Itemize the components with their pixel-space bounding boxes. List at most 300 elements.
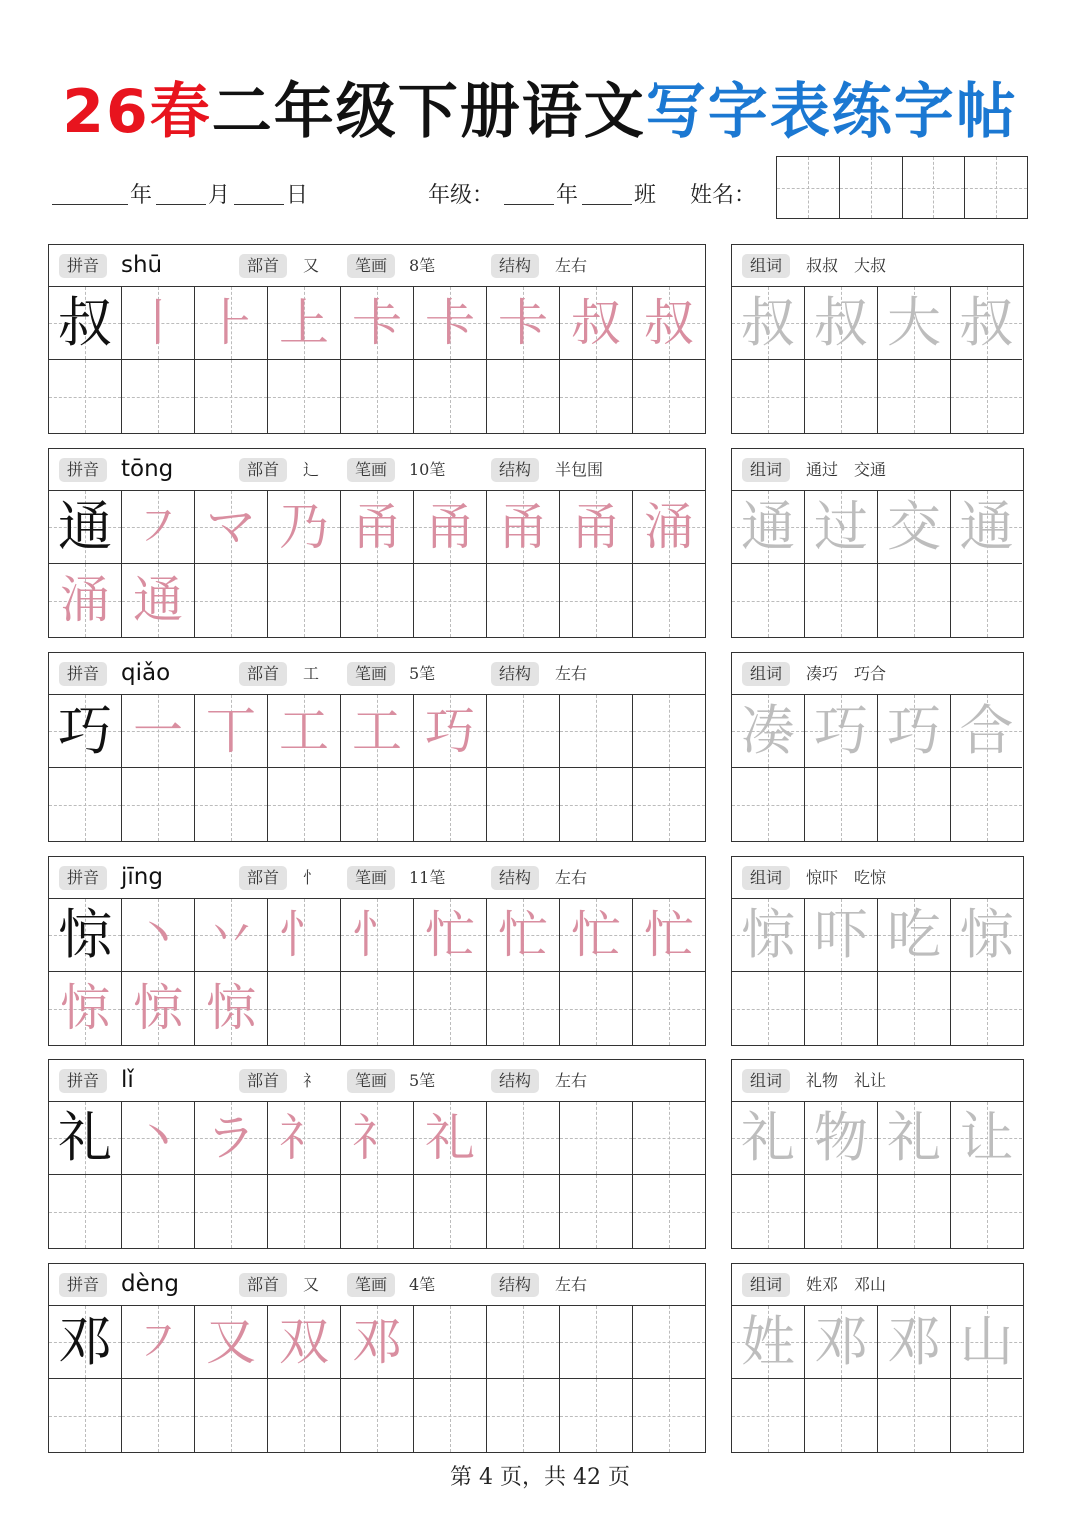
words-value: 叔叔 大叔 [806, 256, 887, 275]
trace-character: 叔 [741, 291, 795, 354]
writing-cell[interactable] [633, 491, 705, 564]
grade-label: 年级： [428, 183, 495, 208]
writing-cell[interactable] [414, 1306, 487, 1379]
stroke-step: 丅 [206, 702, 256, 760]
writing-cell[interactable] [195, 491, 268, 564]
writing-cell[interactable] [878, 768, 951, 841]
writing-cell[interactable] [633, 1175, 705, 1248]
writing-cell[interactable] [951, 768, 1022, 841]
radical-tag: 部首 [239, 1069, 287, 1093]
writing-cell[interactable] [487, 1306, 560, 1379]
strokes-value: 10笔 [409, 460, 446, 479]
writing-cell[interactable] [195, 287, 268, 360]
stroke-step: 涌 [60, 571, 110, 629]
writing-cell[interactable] [268, 491, 341, 564]
writing-cell[interactable] [122, 695, 195, 768]
char-card [48, 244, 706, 434]
writing-cell[interactable] [878, 972, 951, 1045]
writing-cell[interactable] [195, 1306, 268, 1379]
writing-cell[interactable] [732, 1379, 805, 1452]
writing-cell[interactable] [805, 1175, 878, 1248]
trace-character: 叔 [959, 291, 1014, 354]
writing-cell[interactable] [805, 564, 878, 637]
writing-cell[interactable] [341, 287, 414, 360]
writing-cell[interactable] [487, 287, 560, 360]
writing-cell[interactable] [414, 491, 487, 564]
strokes-tag: 笔画 [347, 866, 395, 890]
writing-cell[interactable] [633, 695, 705, 768]
writing-cell[interactable] [805, 899, 878, 972]
writing-cell[interactable] [414, 972, 487, 1045]
name-label: 姓名： [690, 183, 757, 208]
writing-cell[interactable] [878, 287, 951, 360]
writing-cell[interactable] [805, 972, 878, 1045]
day-blank[interactable] [234, 204, 284, 205]
stroke-step: 甬 [571, 498, 621, 556]
stroke-step: 忄 [279, 906, 329, 964]
writing-cell[interactable] [805, 491, 878, 564]
name-box[interactable] [840, 157, 903, 218]
writing-cell[interactable] [560, 695, 633, 768]
stroke-step: 巧 [425, 702, 475, 760]
card-header [732, 1264, 1023, 1306]
writing-grid [49, 899, 705, 1045]
name-boxes[interactable] [776, 156, 1028, 219]
trace-character: 吃 [887, 903, 941, 966]
structure-tag: 结构 [491, 662, 539, 686]
writing-cell[interactable] [414, 899, 487, 972]
writing-cell[interactable] [341, 899, 414, 972]
structure-tag: 结构 [491, 1273, 539, 1297]
pinyin-tag: 拼音 [59, 662, 107, 686]
writing-cell[interactable] [268, 768, 341, 841]
writing-cell[interactable] [49, 972, 122, 1045]
writing-cell[interactable] [414, 1175, 487, 1248]
writing-cell[interactable] [49, 899, 122, 972]
stroke-step: 丶 [133, 906, 183, 964]
writing-cell[interactable] [414, 564, 487, 637]
stroke-step: 卡 [425, 294, 475, 352]
structure-value: 半包围 [555, 460, 604, 479]
writing-cell[interactable] [732, 287, 805, 360]
writing-cell[interactable] [732, 695, 805, 768]
radical-value: 忄 [303, 868, 320, 887]
card-header [49, 653, 705, 695]
words-grid [732, 1102, 1023, 1248]
writing-grid [49, 695, 705, 841]
writing-cell[interactable] [195, 1175, 268, 1248]
stroke-step: 丨 [133, 294, 183, 352]
writing-cell[interactable] [732, 1175, 805, 1248]
words-grid [732, 491, 1023, 637]
radical-tag: 部首 [239, 866, 287, 890]
writing-cell[interactable] [878, 1306, 951, 1379]
stroke-step: 丶 [133, 1109, 183, 1167]
name-box[interactable] [777, 157, 840, 218]
writing-cell[interactable] [195, 899, 268, 972]
writing-cell[interactable] [122, 1306, 195, 1379]
writing-cell[interactable] [487, 491, 560, 564]
writing-cell[interactable] [268, 1306, 341, 1379]
writing-cell[interactable] [951, 1306, 1022, 1379]
char-card [48, 856, 706, 1046]
writing-cell[interactable] [805, 287, 878, 360]
writing-cell[interactable] [268, 1102, 341, 1175]
grade-blank[interactable] [504, 204, 554, 205]
trace-character: 礼 [887, 1106, 941, 1169]
pinyin-tag: 拼音 [59, 254, 107, 278]
pinyin-value: jīng [121, 864, 163, 890]
stroke-step: 叔 [571, 294, 621, 352]
writing-cell[interactable] [805, 1379, 878, 1452]
words-value: 礼物 礼让 [806, 1071, 887, 1090]
writing-cell[interactable] [487, 564, 560, 637]
writing-cell[interactable] [633, 1102, 705, 1175]
writing-cell[interactable] [341, 491, 414, 564]
trace-character: 物 [814, 1106, 868, 1169]
writing-cell[interactable] [951, 1175, 1022, 1248]
writing-cell[interactable] [122, 972, 195, 1045]
writing-cell[interactable] [951, 564, 1022, 637]
stroke-step: ⺊ [206, 294, 256, 352]
pinyin-tag: 拼音 [59, 1069, 107, 1093]
writing-cell[interactable] [487, 768, 560, 841]
stroke-step: 双 [279, 1313, 329, 1371]
stroke-step: 忙 [498, 906, 548, 964]
stroke-step: 邓 [352, 1313, 402, 1371]
writing-cell[interactable] [49, 1102, 122, 1175]
stroke-step: ㇇ [133, 498, 183, 556]
writing-cell[interactable] [195, 1379, 268, 1452]
trace-character: 惊 [741, 903, 795, 966]
name-box[interactable] [903, 157, 966, 218]
trace-character: 让 [959, 1106, 1014, 1169]
writing-cell[interactable] [195, 1102, 268, 1175]
trace-character: 邓 [887, 1310, 941, 1373]
title-red: 26春 [62, 77, 212, 147]
writing-cell[interactable] [341, 1379, 414, 1452]
writing-cell[interactable] [878, 695, 951, 768]
radical-value: 辶 [303, 460, 320, 479]
writing-cell[interactable] [268, 360, 341, 433]
words-grid [732, 1306, 1023, 1452]
strokes-value: 8笔 [409, 256, 436, 275]
writing-cell[interactable] [414, 768, 487, 841]
writing-cell[interactable] [878, 1102, 951, 1175]
writing-cell[interactable] [122, 287, 195, 360]
stroke-step: 乃 [279, 498, 329, 556]
writing-cell[interactable] [268, 564, 341, 637]
strokes-tag: 笔画 [347, 254, 395, 278]
card-header [732, 245, 1023, 287]
structure-tag: 结构 [491, 1069, 539, 1093]
writing-cell[interactable] [560, 564, 633, 637]
writing-cell[interactable] [268, 1175, 341, 1248]
stroke-step: 甬 [425, 498, 475, 556]
writing-cell[interactable] [49, 1306, 122, 1379]
writing-cell[interactable] [49, 1379, 122, 1452]
writing-cell[interactable] [49, 695, 122, 768]
writing-cell[interactable] [487, 972, 560, 1045]
writing-cell[interactable] [268, 287, 341, 360]
year-blank[interactable] [52, 204, 128, 205]
writing-cell[interactable] [195, 768, 268, 841]
writing-cell[interactable] [633, 768, 705, 841]
title-black: 二年级下册语文 [211, 77, 646, 147]
writing-cell[interactable] [560, 1102, 633, 1175]
writing-cell[interactable] [49, 1175, 122, 1248]
stroke-step: 卡 [498, 294, 548, 352]
writing-cell[interactable] [268, 972, 341, 1045]
writing-cell[interactable] [951, 972, 1022, 1045]
card-header [49, 1060, 705, 1102]
writing-cell[interactable] [195, 695, 268, 768]
writing-cell[interactable] [805, 1102, 878, 1175]
model-character: 邓 [58, 1310, 112, 1373]
structure-value: 左右 [555, 664, 588, 683]
writing-cell[interactable] [732, 360, 805, 433]
writing-cell[interactable] [951, 491, 1022, 564]
stroke-step: 礻 [352, 1109, 402, 1167]
writing-cell[interactable] [951, 360, 1022, 433]
writing-cell[interactable] [122, 1175, 195, 1248]
stroke-step: 忄 [352, 906, 402, 964]
writing-cell[interactable] [878, 491, 951, 564]
words-card [731, 856, 1024, 1046]
writing-cell[interactable] [805, 695, 878, 768]
card-header [732, 1060, 1023, 1102]
writing-cell[interactable] [341, 564, 414, 637]
pinyin-value: qiǎo [121, 660, 171, 686]
stroke-step: ㇇ [133, 1313, 183, 1371]
writing-cell[interactable] [560, 1379, 633, 1452]
words-card [731, 652, 1024, 842]
stroke-step: 工 [352, 702, 402, 760]
words-value: 通过 交通 [806, 460, 887, 479]
writing-cell[interactable] [122, 1379, 195, 1452]
writing-cell[interactable] [341, 1102, 414, 1175]
writing-cell[interactable] [732, 768, 805, 841]
writing-cell[interactable] [560, 899, 633, 972]
writing-cell[interactable] [49, 287, 122, 360]
words-tag: 组词 [742, 1069, 790, 1093]
writing-cell[interactable] [414, 1102, 487, 1175]
stroke-step: 卡 [352, 294, 402, 352]
words-value: 姓邓 邓山 [806, 1275, 887, 1294]
radical-value: 又 [303, 1275, 320, 1294]
pinyin-value: lǐ [121, 1067, 134, 1093]
writing-cell[interactable] [487, 899, 560, 972]
writing-cell[interactable] [414, 695, 487, 768]
writing-cell[interactable] [633, 564, 705, 637]
strokes-tag: 笔画 [347, 458, 395, 482]
writing-cell[interactable] [268, 899, 341, 972]
trace-character: 合 [959, 699, 1014, 762]
writing-grid [49, 1102, 705, 1248]
structure-value: 左右 [555, 868, 588, 887]
writing-cell[interactable] [732, 564, 805, 637]
stroke-step: 涌 [644, 498, 694, 556]
strokes-tag: 笔画 [347, 1273, 395, 1297]
words-card [731, 1059, 1024, 1249]
radical-value: 礻 [303, 1071, 320, 1090]
writing-cell[interactable] [560, 1175, 633, 1248]
writing-cell[interactable] [878, 1379, 951, 1452]
writing-cell[interactable] [560, 360, 633, 433]
words-tag: 组词 [742, 1273, 790, 1297]
writing-cell[interactable] [560, 287, 633, 360]
writing-cell[interactable] [414, 1379, 487, 1452]
month-blank[interactable] [156, 204, 206, 205]
words-card [731, 1263, 1024, 1453]
writing-cell[interactable] [195, 564, 268, 637]
writing-cell[interactable] [951, 1102, 1022, 1175]
class-blank[interactable] [582, 204, 632, 205]
trace-character: 通 [741, 495, 795, 558]
writing-cell[interactable] [878, 899, 951, 972]
card-header [732, 857, 1023, 899]
words-tag: 组词 [742, 662, 790, 686]
writing-cell[interactable] [487, 695, 560, 768]
writing-cell[interactable] [878, 564, 951, 637]
writing-cell[interactable] [732, 972, 805, 1045]
strokes-value: 5笔 [409, 664, 436, 683]
stroke-step: 一 [133, 702, 183, 760]
trace-character: 大 [887, 291, 941, 354]
writing-cell[interactable] [341, 1306, 414, 1379]
words-value: 凑巧 巧合 [806, 664, 887, 683]
words-tag: 组词 [742, 458, 790, 482]
writing-cell[interactable] [487, 1175, 560, 1248]
stroke-step: 通 [133, 571, 183, 629]
writing-cell[interactable] [487, 1379, 560, 1452]
pinyin-value: dèng [121, 1271, 179, 1297]
writing-cell[interactable] [878, 1175, 951, 1248]
trace-character: 惊 [959, 903, 1014, 966]
writing-cell[interactable] [49, 360, 122, 433]
writing-cell[interactable] [633, 1306, 705, 1379]
writing-cell[interactable] [805, 360, 878, 433]
stroke-step: 惊 [133, 979, 183, 1037]
writing-cell[interactable] [414, 360, 487, 433]
writing-cell[interactable] [805, 768, 878, 841]
pinyin-tag: 拼音 [59, 458, 107, 482]
radical-tag: 部首 [239, 662, 287, 686]
card-header [49, 449, 705, 491]
trace-character: 山 [959, 1310, 1014, 1373]
writing-cell[interactable] [122, 899, 195, 972]
stroke-step: 礻 [279, 1109, 329, 1167]
writing-cell[interactable] [414, 287, 487, 360]
char-card [48, 1059, 706, 1249]
words-value: 惊吓 吃惊 [806, 868, 887, 887]
writing-cell[interactable] [633, 287, 705, 360]
writing-cell[interactable] [268, 1379, 341, 1452]
writing-cell[interactable] [341, 360, 414, 433]
writing-cell[interactable] [732, 1102, 805, 1175]
writing-cell[interactable] [878, 360, 951, 433]
trace-character: 巧 [887, 699, 941, 762]
writing-cell[interactable] [560, 491, 633, 564]
writing-cell[interactable] [195, 360, 268, 433]
structure-tag: 结构 [491, 254, 539, 278]
writing-cell[interactable] [560, 972, 633, 1045]
strokes-tag: 笔画 [347, 662, 395, 686]
trace-character: 通 [959, 495, 1014, 558]
writing-cell[interactable] [951, 1379, 1022, 1452]
strokes-value: 5笔 [409, 1071, 436, 1090]
stroke-step: 又 [206, 1313, 256, 1371]
trace-character: 交 [887, 495, 941, 558]
stroke-step: 工 [279, 702, 329, 760]
writing-cell[interactable] [951, 695, 1022, 768]
writing-cell[interactable] [560, 1306, 633, 1379]
writing-cell[interactable] [49, 491, 122, 564]
writing-cell[interactable] [633, 360, 705, 433]
writing-cell[interactable] [732, 1306, 805, 1379]
writing-cell[interactable] [732, 899, 805, 972]
stroke-step: 忙 [425, 906, 475, 964]
year-label: 年 [130, 183, 153, 208]
trace-character: 吓 [814, 903, 868, 966]
writing-cell[interactable] [122, 491, 195, 564]
writing-cell[interactable] [633, 972, 705, 1045]
words-grid [732, 695, 1023, 841]
writing-cell[interactable] [195, 972, 268, 1045]
writing-cell[interactable] [122, 768, 195, 841]
writing-cell[interactable] [341, 972, 414, 1045]
writing-cell[interactable] [122, 360, 195, 433]
char-card [48, 1263, 706, 1453]
radical-tag: 部首 [239, 1273, 287, 1297]
writing-cell[interactable] [487, 1102, 560, 1175]
writing-cell[interactable] [805, 1306, 878, 1379]
writing-cell[interactable] [341, 768, 414, 841]
writing-cell[interactable] [268, 695, 341, 768]
trace-character: 凑 [741, 699, 795, 762]
writing-cell[interactable] [633, 1379, 705, 1452]
page-title [0, 72, 1080, 152]
stroke-step: 忙 [644, 906, 694, 964]
stroke-step: 上 [279, 294, 329, 352]
writing-cell[interactable] [49, 564, 122, 637]
stroke-step: 丷 [206, 906, 256, 964]
page-footer: 第 4 页，共 42 页 [450, 1465, 630, 1490]
card-header [732, 653, 1023, 695]
char-card [48, 448, 706, 638]
words-tag: 组词 [742, 866, 790, 890]
card-header [49, 1264, 705, 1306]
writing-cell[interactable] [951, 899, 1022, 972]
writing-cell[interactable] [341, 695, 414, 768]
writing-cell[interactable] [732, 491, 805, 564]
name-box[interactable] [965, 157, 1027, 218]
writing-cell[interactable] [487, 360, 560, 433]
trace-character: 邓 [814, 1310, 868, 1373]
stroke-step: マ [206, 498, 256, 556]
writing-cell[interactable] [633, 899, 705, 972]
model-character: 通 [58, 495, 112, 558]
pinyin-tag: 拼音 [59, 1273, 107, 1297]
writing-cell[interactable] [951, 287, 1022, 360]
writing-cell[interactable] [560, 768, 633, 841]
writing-cell[interactable] [122, 564, 195, 637]
writing-cell[interactable] [122, 1102, 195, 1175]
writing-cell[interactable] [49, 768, 122, 841]
stroke-step: 叔 [644, 294, 694, 352]
writing-cell[interactable] [341, 1175, 414, 1248]
char-card [48, 652, 706, 842]
